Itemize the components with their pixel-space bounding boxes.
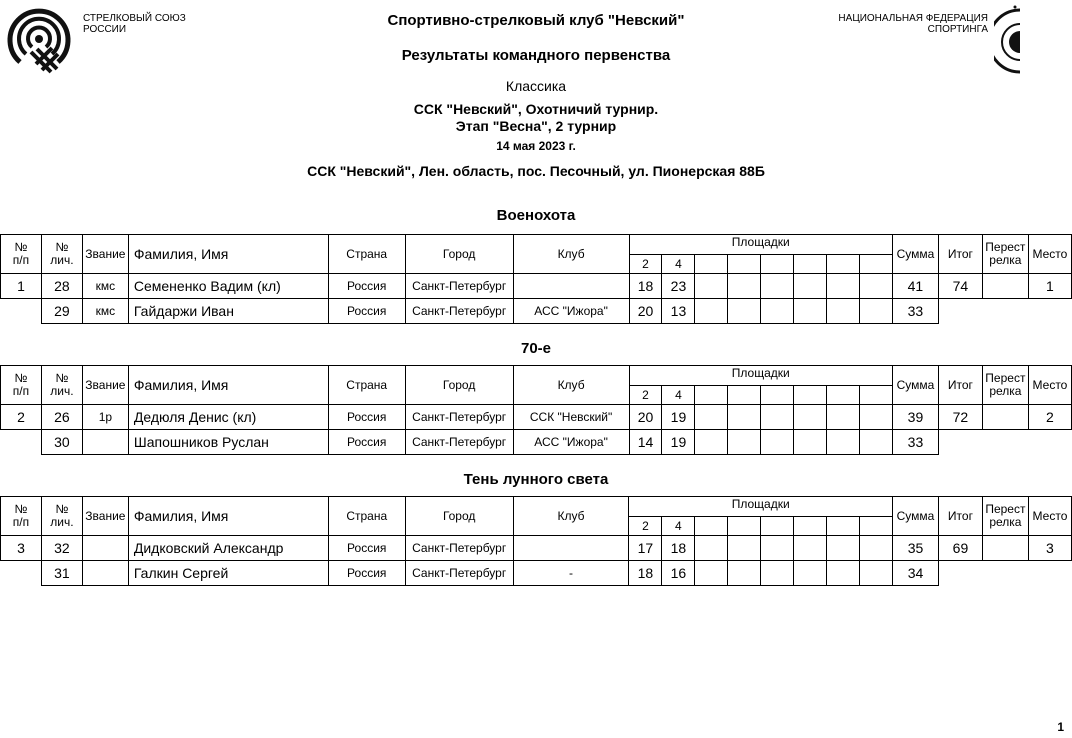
club-cell: АСС "Ижора" <box>513 299 629 324</box>
shootoff-cell <box>982 536 1028 561</box>
sum-cell: 39 <box>892 405 938 430</box>
score-empty <box>761 299 794 324</box>
score-empty <box>695 405 728 430</box>
col-country-header: Страна <box>328 235 405 274</box>
col-lic-header: № лич. <box>41 366 82 405</box>
lic-cell: 31 <box>41 561 82 586</box>
rank-cell <box>82 430 128 455</box>
empty-cell <box>938 430 982 455</box>
score-empty <box>860 405 893 430</box>
score-empty <box>728 561 761 586</box>
lic-cell: 29 <box>41 299 82 324</box>
club-cell: - <box>513 561 629 586</box>
score-empty <box>794 274 827 299</box>
event-line: ССК "Невский", Охотничий турнир. <box>413 101 659 117</box>
empty-cell <box>1028 561 1071 586</box>
org-right-line: СПОРТИНГА <box>927 24 988 35</box>
score-empty <box>761 561 794 586</box>
team-results-table <box>0 234 1072 324</box>
col-place-header: Место <box>1028 366 1071 405</box>
field-empty <box>827 386 860 405</box>
empty-cell <box>1 299 42 324</box>
col-fields-header: Площадки <box>629 235 892 255</box>
col-rank-header: Звание <box>82 497 128 536</box>
country-cell: Россия <box>328 536 405 561</box>
score-empty <box>728 299 761 324</box>
field-empty <box>794 517 827 536</box>
club-cell <box>513 536 629 561</box>
club-title: Спортивно-стрелковый клуб "Невский" <box>387 12 685 29</box>
team-results-table <box>0 365 1072 455</box>
empty-cell <box>1028 430 1071 455</box>
col-place-header: Место <box>1028 235 1071 274</box>
field-empty <box>827 255 860 274</box>
team-title: Тень лунного света <box>463 471 609 488</box>
shootoff-cell <box>982 405 1028 430</box>
country-cell: Россия <box>328 405 405 430</box>
rank-cell: кмс <box>82 299 128 324</box>
name-cell: Дидковский Александр <box>128 536 328 561</box>
table-header-row <box>1 366 1072 386</box>
score-empty <box>860 536 893 561</box>
score-empty <box>827 561 860 586</box>
col-sum-header: Сумма <box>892 366 938 405</box>
rank-cell <box>82 561 128 586</box>
score-cell: 23 <box>662 274 695 299</box>
field-number: 2 <box>629 517 662 536</box>
score-empty <box>860 561 893 586</box>
col-num-header: № п/п <box>1 235 42 274</box>
score-empty <box>761 430 794 455</box>
score-empty <box>827 536 860 561</box>
club-cell: АСС "Ижора" <box>513 430 629 455</box>
country-cell: Россия <box>328 299 405 324</box>
score-cell: 18 <box>629 274 662 299</box>
col-sum-header: Сумма <box>892 497 938 536</box>
col-lic-header: № лич. <box>41 235 82 274</box>
score-empty <box>695 430 728 455</box>
col-total-header: Итог <box>938 497 982 536</box>
col-club-header: Клуб <box>513 366 629 405</box>
rank-cell: кмс <box>82 274 128 299</box>
sum-cell: 33 <box>892 299 938 324</box>
col-name-header: Фамилия, Имя <box>128 497 328 536</box>
col-num-header: № п/п <box>1 366 42 405</box>
team-place: 2 <box>1028 405 1071 430</box>
score-cell: 19 <box>662 430 695 455</box>
lic-cell: 30 <box>41 430 82 455</box>
col-lic-header: № лич. <box>41 497 82 536</box>
sum-cell: 41 <box>892 274 938 299</box>
table-row <box>1 561 1072 586</box>
col-fields-header: Площадки <box>629 366 892 386</box>
score-cell: 13 <box>662 299 695 324</box>
score-cell: 14 <box>629 430 662 455</box>
team-num: 3 <box>1 536 42 561</box>
col-country-header: Страна <box>328 497 405 536</box>
field-empty <box>695 517 728 536</box>
score-empty <box>827 299 860 324</box>
score-empty <box>761 536 794 561</box>
name-cell: Семененко Вадим (кл) <box>128 274 328 299</box>
col-shootoff-header: Перест релка <box>982 366 1028 405</box>
score-empty <box>761 405 794 430</box>
empty-cell <box>938 561 982 586</box>
city-cell: Санкт-Петербург <box>405 430 513 455</box>
country-cell: Россия <box>328 274 405 299</box>
country-cell: Россия <box>328 561 405 586</box>
discipline: Классика <box>505 78 567 94</box>
field-number: 2 <box>629 255 662 274</box>
field-empty <box>728 386 761 405</box>
field-empty <box>761 255 794 274</box>
team-total: 72 <box>938 405 982 430</box>
field-empty <box>860 386 893 405</box>
score-empty <box>827 430 860 455</box>
field-number: 4 <box>662 255 695 274</box>
col-place-header: Место <box>1028 497 1071 536</box>
field-empty <box>761 517 794 536</box>
team-num: 1 <box>1 274 42 299</box>
empty-cell <box>938 299 982 324</box>
score-empty <box>794 405 827 430</box>
club-cell: ССК "Невский" <box>513 405 629 430</box>
score-empty <box>794 430 827 455</box>
city-cell: Санкт-Петербург <box>405 299 513 324</box>
team-num: 2 <box>1 405 42 430</box>
score-empty <box>860 299 893 324</box>
score-cell: 16 <box>662 561 695 586</box>
empty-cell <box>1 561 42 586</box>
empty-cell <box>982 561 1028 586</box>
col-rank-header: Звание <box>82 235 128 274</box>
field-empty <box>695 255 728 274</box>
table-row <box>1 405 1072 430</box>
sum-cell: 34 <box>892 561 938 586</box>
score-empty <box>827 405 860 430</box>
score-empty <box>761 274 794 299</box>
name-cell: Гайдаржи Иван <box>128 299 328 324</box>
org-left-line: СТРЕЛКОВЫЙ СОЮЗ <box>83 13 186 24</box>
score-empty <box>728 430 761 455</box>
page-number: 1 <box>1057 720 1064 734</box>
field-number: 4 <box>662 517 695 536</box>
club-cell <box>513 274 629 299</box>
shootoff-cell <box>982 274 1028 299</box>
col-shootoff-header: Перест релка <box>982 235 1028 274</box>
score-empty <box>860 274 893 299</box>
col-sum-header: Сумма <box>892 235 938 274</box>
field-empty <box>728 517 761 536</box>
field-number: 2 <box>629 386 662 405</box>
field-empty <box>827 517 860 536</box>
score-empty <box>794 299 827 324</box>
city-cell: Санкт-Петербург <box>405 536 513 561</box>
team-title: 70-е <box>520 340 552 357</box>
col-country-header: Страна <box>328 366 405 405</box>
lic-cell: 28 <box>41 274 82 299</box>
event-name <box>0 101 1072 135</box>
score-empty <box>728 405 761 430</box>
col-total-header: Итог <box>938 366 982 405</box>
name-cell: Галкин Сергей <box>128 561 328 586</box>
team-place: 3 <box>1028 536 1071 561</box>
col-name-header: Фамилия, Имя <box>128 235 328 274</box>
sum-cell: 35 <box>892 536 938 561</box>
field-empty <box>695 386 728 405</box>
team-total: 69 <box>938 536 982 561</box>
empty-cell <box>1028 299 1071 324</box>
col-name-header: Фамилия, Имя <box>128 366 328 405</box>
field-empty <box>794 255 827 274</box>
report-title: Результаты командного первенства <box>401 47 671 64</box>
col-fields-header: Площадки <box>629 497 893 517</box>
city-cell: Санкт-Петербург <box>405 561 513 586</box>
field-empty <box>794 386 827 405</box>
score-empty <box>728 274 761 299</box>
col-num-header: № п/п <box>1 497 42 536</box>
empty-cell <box>982 430 1028 455</box>
org-left-line: РОССИИ <box>83 24 127 35</box>
country-cell: Россия <box>328 430 405 455</box>
field-empty <box>860 255 893 274</box>
col-club-header: Клуб <box>513 497 629 536</box>
score-cell: 17 <box>629 536 662 561</box>
col-total-header: Итог <box>938 235 982 274</box>
venue: ССК "Невский", Лен. область, пос. Песочный, ул. Пионерская 88Б <box>307 163 765 179</box>
score-empty <box>695 536 728 561</box>
score-cell: 20 <box>629 299 662 324</box>
score-empty <box>794 561 827 586</box>
col-shootoff-header: Перест релка <box>982 497 1028 536</box>
score-empty <box>827 274 860 299</box>
field-empty <box>728 255 761 274</box>
org-right-line: НАЦИОНАЛЬНАЯ ФЕДЕРАЦИЯ <box>838 13 988 24</box>
city-cell: Санкт-Петербург <box>405 274 513 299</box>
rank-cell <box>82 536 128 561</box>
score-empty <box>728 536 761 561</box>
lic-cell: 32 <box>41 536 82 561</box>
score-cell: 20 <box>629 405 662 430</box>
empty-cell <box>982 299 1028 324</box>
score-cell: 18 <box>629 561 662 586</box>
score-empty <box>860 430 893 455</box>
team-results-table <box>0 496 1072 586</box>
event-date: 14 мая 2023 г. <box>496 139 576 153</box>
score-empty <box>695 299 728 324</box>
col-city-header: Город <box>405 366 513 405</box>
field-empty <box>761 386 794 405</box>
team-title: Военохота <box>496 207 576 224</box>
name-cell: Дедюля Денис (кл) <box>128 405 328 430</box>
score-empty <box>695 561 728 586</box>
table-row <box>1 274 1072 299</box>
score-empty <box>695 274 728 299</box>
table-row <box>1 299 1072 324</box>
col-rank-header: Звание <box>82 366 128 405</box>
empty-cell <box>1 430 42 455</box>
score-cell: 19 <box>662 405 695 430</box>
col-club-header: Клуб <box>513 235 629 274</box>
event-line: Этап "Весна", 2 турнир <box>455 118 617 134</box>
team-total: 74 <box>938 274 982 299</box>
field-number: 4 <box>662 386 695 405</box>
name-cell: Шапошников Руслан <box>128 430 328 455</box>
table-row <box>1 430 1072 455</box>
city-cell: Санкт-Петербург <box>405 405 513 430</box>
table-row <box>1 536 1072 561</box>
table-header-row <box>1 497 1072 517</box>
col-city-header: Город <box>405 235 513 274</box>
sum-cell: 33 <box>892 430 938 455</box>
score-cell: 18 <box>662 536 695 561</box>
lic-cell: 26 <box>41 405 82 430</box>
col-city-header: Город <box>405 497 513 536</box>
rank-cell: 1р <box>82 405 128 430</box>
field-empty <box>860 517 893 536</box>
table-header-row <box>1 235 1072 255</box>
score-empty <box>794 536 827 561</box>
team-place: 1 <box>1028 274 1071 299</box>
